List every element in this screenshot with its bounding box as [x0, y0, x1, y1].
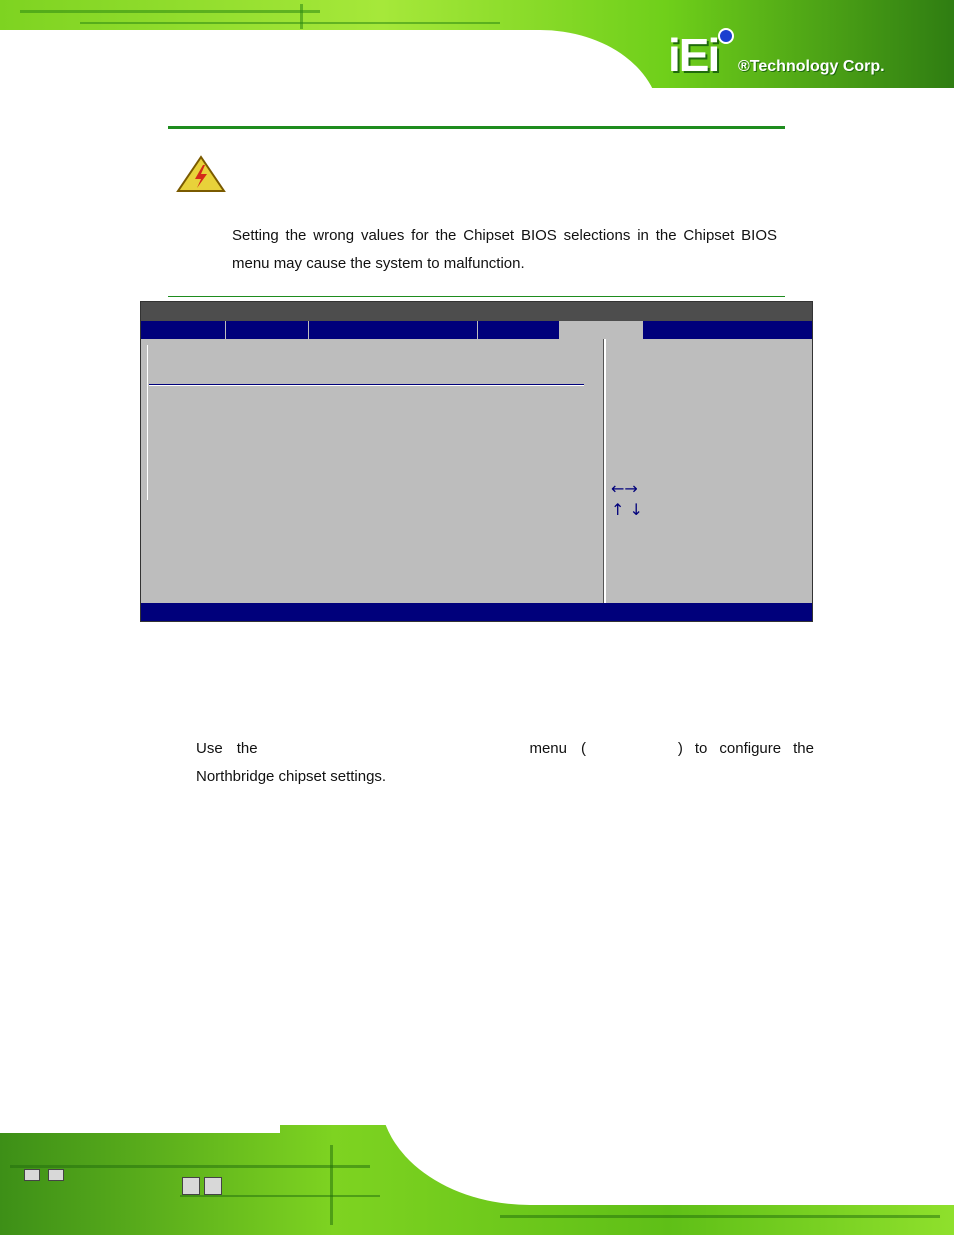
body-word: (: [580, 740, 586, 757]
body-paragraph: [196, 735, 814, 791]
circuit-trace: [10, 1165, 370, 1168]
body-word: Use: [196, 740, 223, 757]
header-banner: [0, 0, 954, 112]
body-word: menu: [529, 740, 567, 757]
chip-component: [182, 1177, 200, 1195]
bios-help-keys: [611, 478, 643, 520]
footer-white-area: [0, 1125, 280, 1133]
chip-component: [48, 1169, 64, 1181]
body-word: the: [793, 740, 814, 757]
body-word: to: [694, 740, 708, 757]
circuit-trace: [180, 1195, 380, 1197]
up-down-arrows-icon: ↑ ↓: [611, 500, 643, 519]
bios-tab[interactable]: [141, 321, 226, 339]
body-line-2: Northbridge chipset settings.: [196, 768, 387, 785]
bios-screen: [140, 301, 813, 622]
bios-title-bar: [141, 302, 812, 321]
circuit-trace: [80, 22, 500, 24]
top-rule: [168, 126, 785, 129]
body-word: ): [677, 740, 683, 757]
logo-dot-icon: [718, 28, 734, 44]
bottom-rule: [168, 296, 785, 297]
circuit-trace: [300, 4, 303, 29]
circuit-trace: [20, 10, 320, 13]
circuit-trace: [330, 1145, 333, 1225]
logo-mark: iEi: [668, 29, 719, 81]
bios-panel-separator: [603, 339, 606, 603]
header-white-area: [600, 88, 954, 112]
bios-menu-bar: [141, 321, 812, 339]
circuit-trace: [500, 1215, 940, 1218]
bios-tab-active[interactable]: [560, 321, 643, 339]
footer-white-area: [380, 1125, 954, 1205]
chip-component: [24, 1169, 40, 1181]
chip-component: [204, 1177, 222, 1195]
bios-tab[interactable]: [478, 321, 560, 339]
left-right-arrows-icon: ←→: [611, 479, 638, 498]
logo-tagline: ®Technology Corp.: [738, 58, 885, 75]
bios-tab[interactable]: [309, 321, 478, 339]
bios-status-bar: [141, 603, 812, 621]
warning-icon: [176, 155, 226, 193]
header-white-area: [0, 30, 660, 112]
bios-panel-edge: [147, 345, 148, 500]
footer-banner: [0, 1125, 954, 1235]
body-word: the: [236, 740, 258, 757]
bios-divider: [149, 384, 584, 386]
bios-tab[interactable]: [226, 321, 309, 339]
body-word: configure: [719, 740, 782, 757]
warning-text: Setting the wrong values for the Chipset BIOS selections in the Chipset BIOS menu may cause the system to malfunction.: [232, 227, 777, 272]
company-logo: [668, 28, 938, 82]
body-line-1: [196, 735, 814, 763]
